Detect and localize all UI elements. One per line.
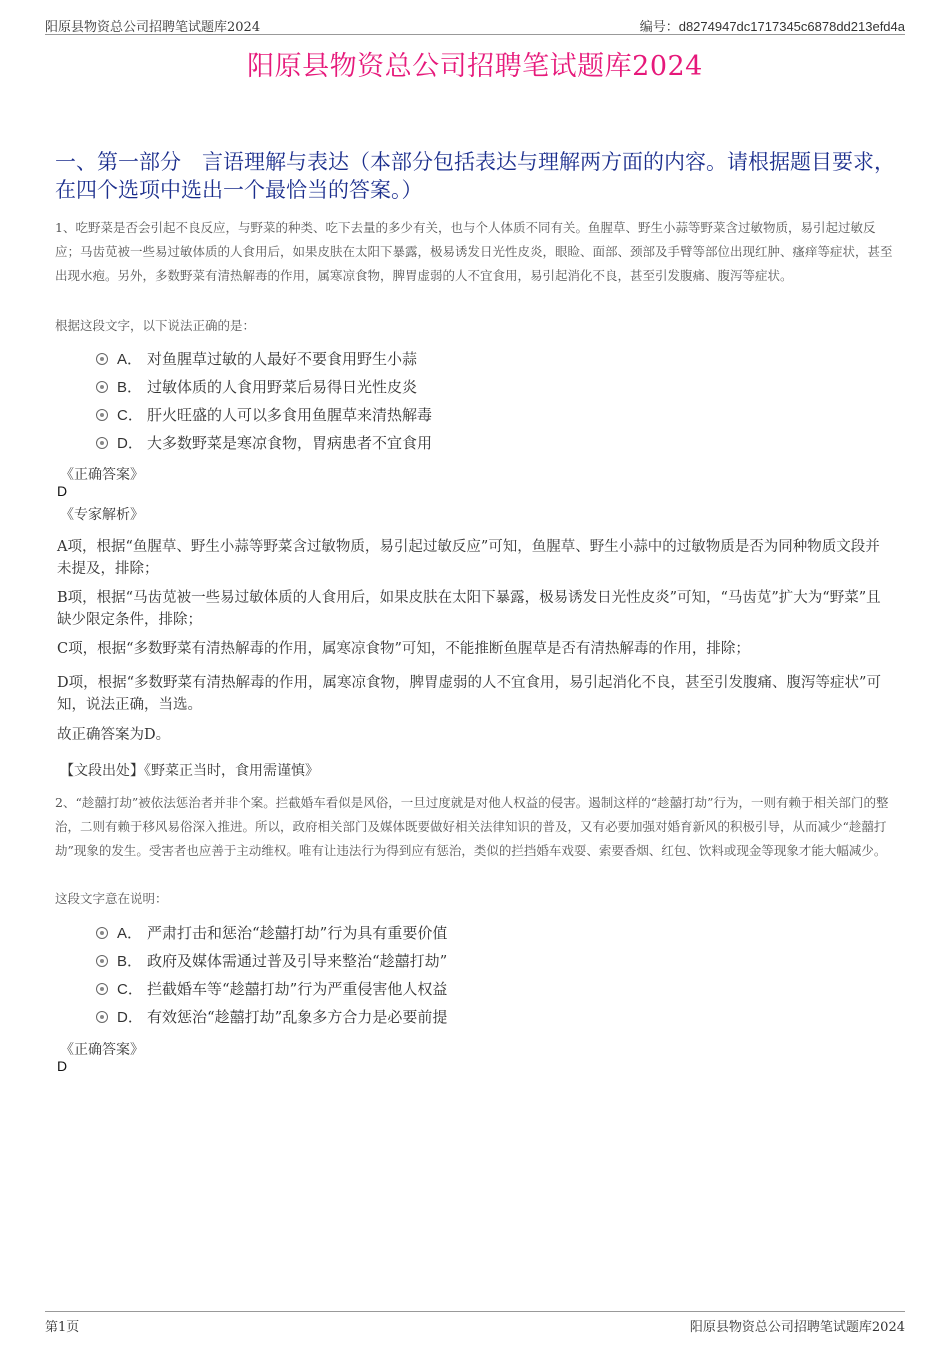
option-text: 严肃打击和惩治“趁囍打劫”行为具有重要价值	[147, 924, 448, 942]
footer-doc-title: 阳原县物资总公司招聘笔试题库2024	[689, 1320, 905, 1335]
header-id-code: d8274947dc1717345c6878dd213efd4a	[678, 19, 905, 34]
section-heading: 一、第一部分 言语理解与表达（本部分包括表达与理解两方面的内容。请根据题目要求，在四个选项中选出一个最恰当的答案。）	[55, 150, 895, 202]
option-letter: C．	[117, 981, 143, 998]
option-letter: B．	[117, 953, 143, 970]
option-text: 政府及媒体需通过普及引导来整治“趁囍打劫”	[147, 952, 448, 970]
option-text: 大多数野菜是寒凉食物，胃病患者不宜食用	[147, 434, 433, 452]
q1-answer-value: D	[57, 483, 68, 499]
q1-analysis-conclusion: 故正确答案为D。	[57, 727, 171, 743]
q1-analysis-d: D项，根据“多数野菜有清热解毒的作用，属寒凉食物，脾胃虚弱的人不宜食用，易引起消化不良，甚至引发腹痛、腹泻等症状”可知，说法正确，当选。	[57, 675, 881, 713]
radio-icon[interactable]	[96, 437, 108, 449]
option-letter: D．	[117, 435, 143, 452]
header-doc-title: 阳原县物资总公司招聘笔试题库2024	[45, 20, 261, 35]
q2-answer-value: D	[57, 1058, 68, 1074]
q1-option-d[interactable]	[96, 432, 432, 460]
option-letter: C．	[117, 407, 143, 424]
q1-analysis-a: A项，根据“鱼腥草、野生小蒜等野菜含过敏物质，易引起过敏反应”可知，鱼腥草、野生小蒜中的过敏物质是否为同种物质文段并未提及，排除；	[57, 539, 880, 577]
radio-icon[interactable]	[96, 983, 108, 995]
q1-analysis-c: C项，根据“多数野菜有清热解毒的作用，属寒凉食物”可知，不能推断鱼腥草是否有清热解毒的作用，排除；	[57, 641, 750, 657]
question-2-prompt: 这段文字意在说明：	[55, 891, 168, 906]
question-1-text: 1、吃野菜是否会引起不良反应，与野菜的种类、吃下去量的多少有关，也与个人体质不同有关。鱼腥草、野生小蒜等野菜含过敏物质，易引起过敏反应；马齿苋被一些易过敏体质的人食用后，如果皮肤在太阳下暴露，极易诱发日光性皮炎，眼睑、面部、颈部及手臂等部位出现红肿、瘙痒等症状，甚至出现水疱。另外，多数野菜有清热解毒的作用，属寒凉食物，脾胃虚弱的人不宜食用，易引起消化不良，甚至引发腹痛、腹泻等症状。	[55, 220, 893, 283]
q1-analysis-b: B项，根据“马齿苋被一些易过敏体质的人食用后，如果皮肤在太阳下暴露，极易诱发日光性皮炎”可知，“马齿苋”扩大为“野菜”且缺少限定条件，排除；	[57, 590, 881, 628]
page-title: 阳原县物资总公司招聘笔试题库2024	[247, 51, 703, 82]
q1-answer-label: 《正确答案》	[60, 467, 144, 483]
q1-source: 【文段出处】《野菜正当时，食用需谨慎》	[60, 763, 319, 779]
option-letter: A．	[117, 351, 143, 368]
option-text: 肝火旺盛的人可以多食用鱼腥草来清热解毒	[147, 406, 433, 424]
option-letter: D．	[117, 1009, 143, 1026]
option-text: 过敏体质的人食用野菜后易得日光性皮炎	[147, 378, 418, 396]
radio-icon[interactable]	[96, 381, 108, 393]
option-letter: A．	[117, 925, 143, 942]
q2-answer-label: 《正确答案》	[60, 1042, 144, 1058]
option-letter: B．	[117, 379, 143, 396]
q1-option-c[interactable]	[96, 404, 432, 432]
radio-icon[interactable]	[96, 353, 108, 365]
q1-option-b[interactable]	[96, 376, 432, 404]
header-doc-id	[640, 16, 905, 35]
radio-icon[interactable]	[96, 927, 108, 939]
option-text: 拦截婚车等“趁囍打劫”行为严重侵害他人权益	[147, 980, 448, 998]
q1-option-a[interactable]	[96, 348, 432, 376]
q2-option-c[interactable]	[96, 978, 447, 1006]
page-number: 第1页	[45, 1320, 80, 1335]
radio-icon[interactable]	[96, 955, 108, 967]
question-1-options	[96, 348, 432, 460]
option-text: 对鱼腥草过敏的人最好不要食用野生小蒜	[147, 350, 418, 368]
option-text: 有效惩治“趁囍打劫”乱象多方合力是必要前提	[147, 1008, 448, 1026]
radio-icon[interactable]	[96, 409, 108, 421]
q1-analysis-label: 《专家解析》	[60, 507, 144, 523]
question-2-text: 2、“趁囍打劫”被依法惩治者并非个案。拦截婚车看似是风俗，一旦过度就是对他人权益的侵害。遏制这样的“趁囍打劫”行为，一则有赖于相关部门的整治，二则有赖于移风易俗深入推进。所以，政府相关部门及媒体既要做好相关法律知识的普及，又有必要加强对婚育新风的积极引导，从而减少“趁囍打劫”现象的发生。受害者也应善于主动维权。唯有让违法行为得到应有惩治，类似的拦挡婚车戏耍、索要香烟、红包、饮料或现金等现象才能大幅减少。	[55, 795, 889, 858]
radio-icon[interactable]	[96, 1011, 108, 1023]
question-2-options	[96, 922, 447, 1034]
q2-option-d[interactable]	[96, 1006, 447, 1034]
question-1-prompt: 根据这段文字，以下说法正确的是：	[55, 318, 256, 333]
header-id-label: 编号：	[639, 20, 679, 35]
q2-option-b[interactable]	[96, 950, 447, 978]
page-header	[45, 14, 905, 35]
q2-option-a[interactable]	[96, 922, 447, 950]
page-footer	[45, 1311, 905, 1334]
